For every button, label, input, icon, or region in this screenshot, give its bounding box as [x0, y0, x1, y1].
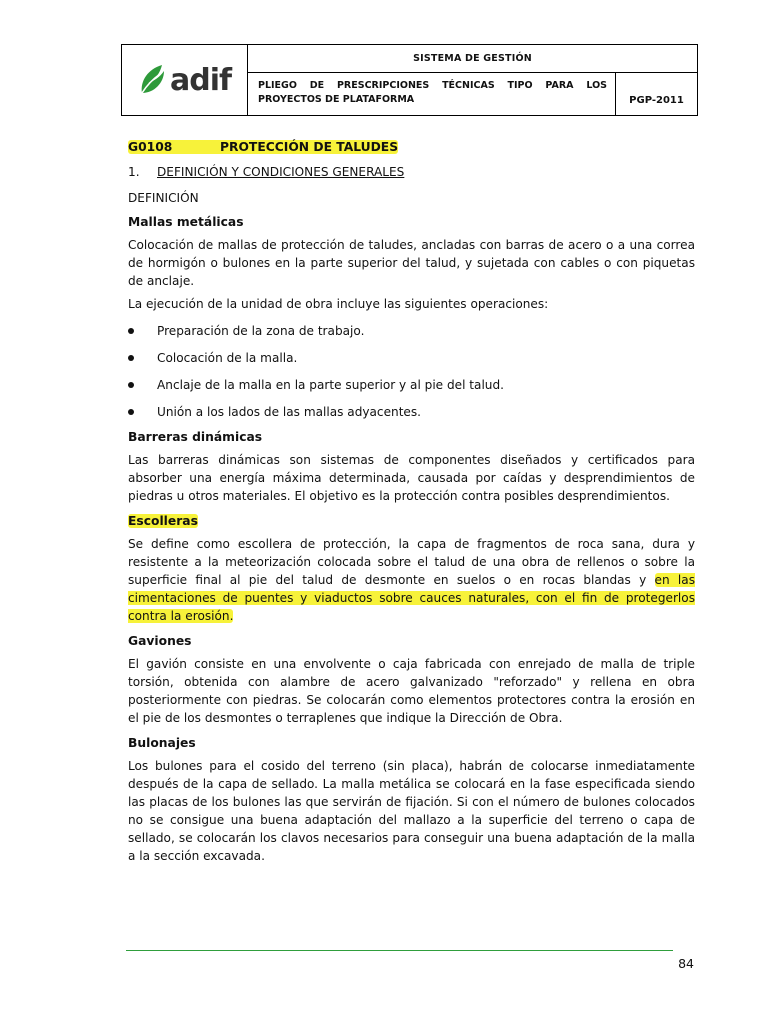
adif-leaf-icon — [138, 63, 168, 97]
section-name: PROTECCIÓN DE TALUDES — [220, 140, 399, 154]
document-header — [121, 44, 698, 116]
heading-escolleras-text: Escolleras — [128, 514, 198, 528]
section-code: G0108 — [128, 140, 173, 154]
paragraph-operations-intro: La ejecución de la unidad de obra incluye las siguientes operaciones: — [128, 297, 549, 311]
subsection-title — [128, 163, 695, 183]
heading-mallas: Mallas metálicas — [128, 215, 244, 229]
paragraph-escolleras-plain: Se define como escollera de protección, la capa de fragmentos de roca sana, dura y resistente a la meteorización colocada sobre el talud de una obra de rellenos o sobre la superficie final al pie del talud de desmonte en suelos o en rocas blandas y — [128, 537, 695, 587]
operations-list — [128, 322, 695, 421]
paragraph-escolleras — [128, 535, 695, 625]
system-title: SISTEMA DE GESTIÓN — [248, 45, 697, 73]
list-item: Colocación de la malla. — [128, 349, 695, 367]
heading-barreras: Barreras dinámicas — [128, 430, 263, 444]
bullet-icon — [128, 409, 134, 415]
section-title — [128, 138, 695, 158]
paragraph-barreras: Las barreras dinámicas son sistemas de componentes diseñados y certificados para absorber una energía máxima determinada, causada por caídas y desprendimientos de piedras u otros materiales. El objetivo es la protección contra posibles desprendimientos. — [128, 453, 695, 503]
document-title: PLIEGO DE PRESCRIPCIONES TÉCNICAS TIPO PARA LOS PROYECTOS DE PLATAFORMA — [248, 73, 616, 115]
heading-escolleras — [128, 512, 695, 532]
adif-logo — [122, 45, 248, 115]
heading-gaviones: Gaviones — [128, 634, 192, 648]
document-code: PGP-2011 — [629, 94, 684, 106]
document-body — [128, 138, 695, 865]
logo-text: adif — [169, 62, 232, 98]
paragraph-escolleras-highlight: en las cimentaciones de puentes y viaductos sobre cauces naturales, con el fin de protegerlos contra la erosión. — [128, 573, 695, 623]
footer-divider — [126, 950, 673, 951]
subsection-name: DEFINICIÓN Y CONDICIONES GENERALES — [157, 165, 405, 179]
heading-bulonajes: Bulonajes — [128, 736, 196, 750]
page-number: 84 — [678, 956, 694, 971]
list-item: Unión a los lados de las mallas adyacentes. — [128, 403, 695, 421]
paragraph-bulonajes: Los bulones para el cosido del terreno (sin placa), habrán de colocarse inmediatamente después de la capa de sellado. La malla metálica se colocará en la fase especificada siendo las placas de los bulones las que servirán de fijación. Si con el número de bulones colocados no se consigue una buena adaptación del mallazo a la superficie del terreno o capa de sellado, se colocarán los clavos necesarios para conseguir una buena adaptación de la malla a la sección excavada. — [128, 759, 695, 863]
bullet-icon — [128, 355, 134, 361]
paragraph-mallas: Colocación de mallas de protección de taludes, ancladas con barras de acero o a una correa de hormigón o bulones en la parte superior del talud, y sujetada con cables o con piquetas de anclaje. — [128, 238, 695, 288]
definition-label: DEFINICIÓN — [128, 191, 199, 205]
list-item: Preparación de la zona de trabajo. — [128, 322, 695, 340]
bullet-icon — [128, 382, 134, 388]
bullet-icon — [128, 328, 134, 334]
list-item: Anclaje de la malla en la parte superior y al pie del talud. — [128, 376, 695, 394]
section-title-highlight — [128, 140, 398, 154]
paragraph-gaviones: El gavión consiste en una envolvente o caja fabricada con enrejado de malla de triple torsión, obtenida con alambre de acero galvanizado "reforzado" y rellena en obra posteriormente con piedras. Se colocarán como elementos protectores contra la erosión en el pie de los desmontes o terraplenes que indique la Dirección de Obra. — [128, 657, 695, 725]
subsection-number: 1. — [128, 165, 140, 179]
